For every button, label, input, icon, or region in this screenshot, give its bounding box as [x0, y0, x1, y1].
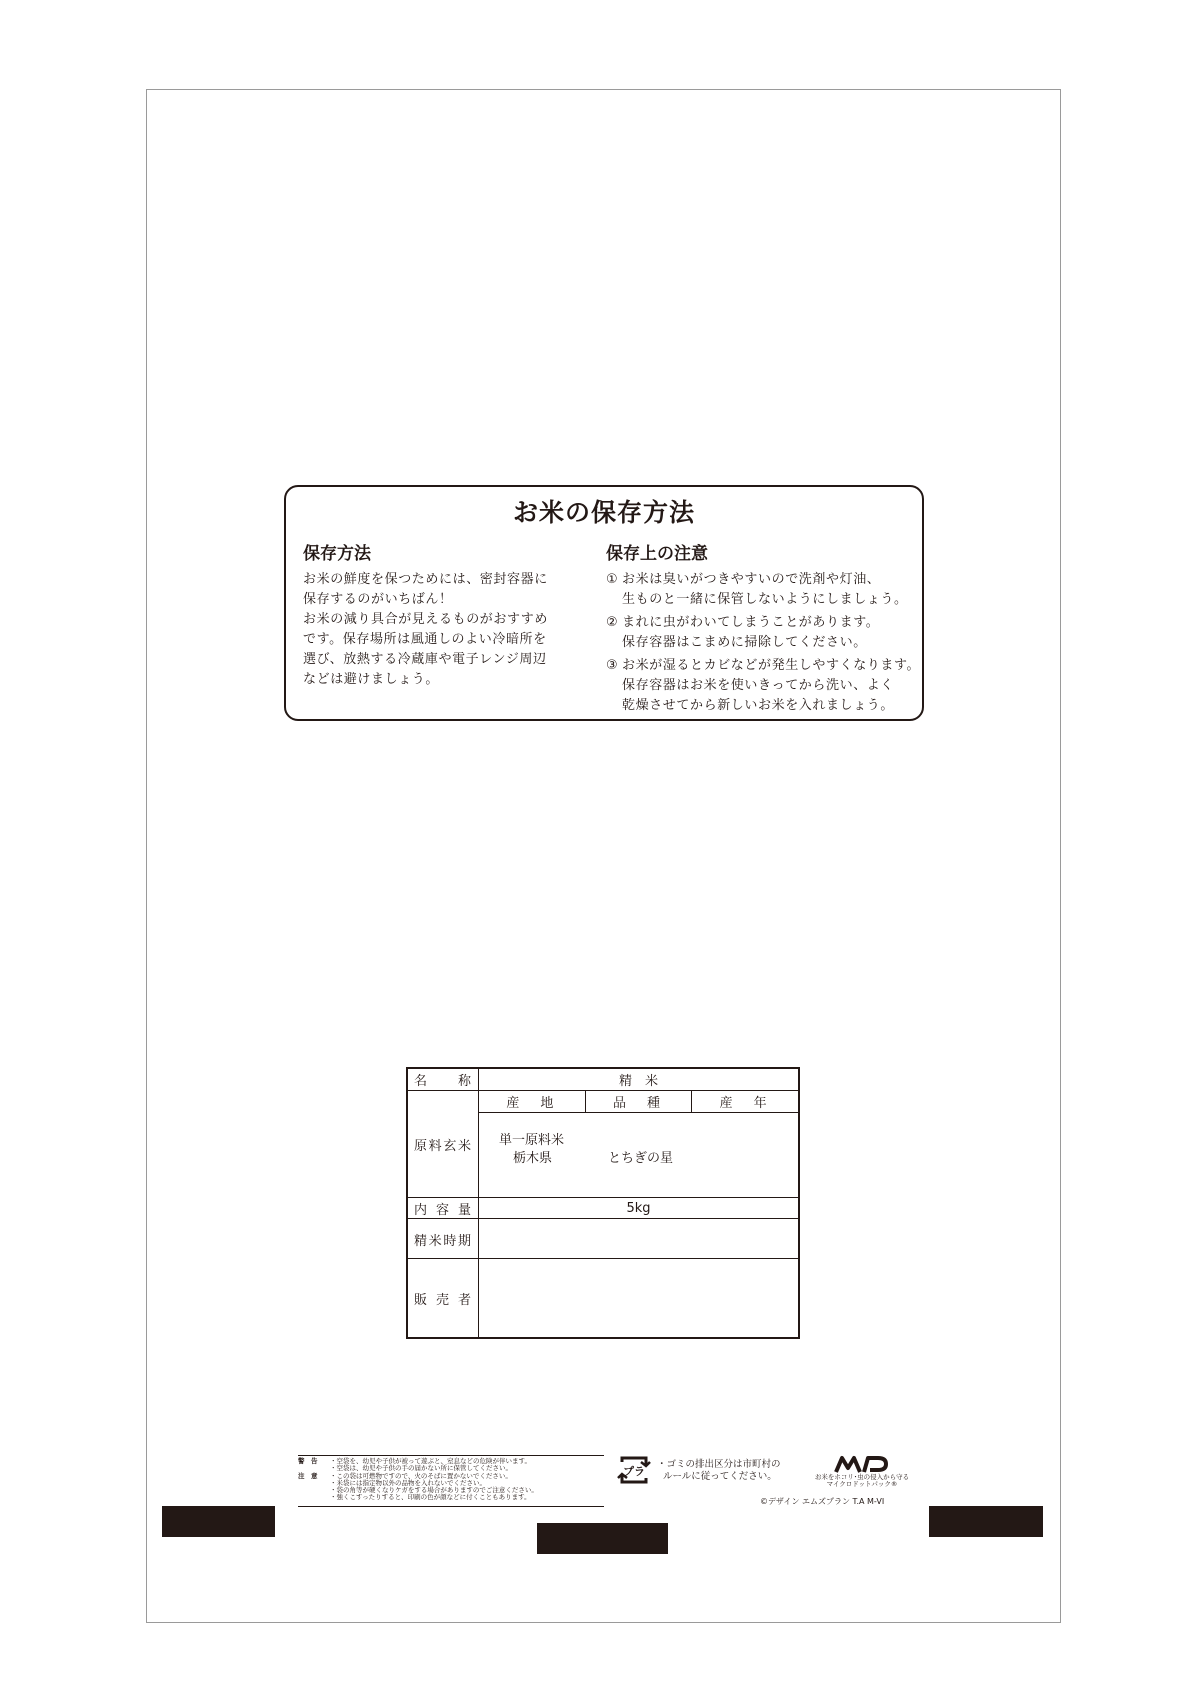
- raw-type: 単一原料米: [499, 1133, 565, 1148]
- storage-method-heading: 保存方法: [303, 544, 371, 564]
- year-header: 産 年: [719, 1096, 771, 1111]
- seller-value: [479, 1259, 798, 1338]
- caution-line: 生ものと一緒に保管しないようにしましょう。: [622, 592, 908, 607]
- milling-date-row: [408, 1218, 798, 1259]
- warning-row: 注 意 ・この袋は可燃物ですので、火のそばに置かないでください。: [298, 1471, 512, 1480]
- copyright-notice: ©デザイン エムズプラン T.A M-VI: [760, 1497, 885, 1506]
- recycle-note-line: ・ゴミの排出区分は市町村の: [657, 1459, 781, 1470]
- name-value: 精 米: [618, 1074, 658, 1089]
- variety-value: とちぎの星: [608, 1151, 674, 1166]
- storage-method-line: 保存するのがいちばん！: [303, 592, 453, 607]
- name-label: 名称: [408, 1069, 479, 1090]
- content-label: 内容量: [408, 1198, 479, 1219]
- origin-header: 産 地: [479, 1091, 586, 1112]
- warning-row: ・袋の角等が硬くなりケガをする場合がありますのでご注意ください。: [330, 1486, 538, 1495]
- rice-label-table: [406, 1067, 800, 1339]
- registration-bar-right: [929, 1506, 1043, 1537]
- storage-info-box: [284, 485, 924, 721]
- caution-item: [606, 656, 921, 716]
- plastic-recycle-icon: [617, 1453, 651, 1487]
- origin-value: 栃木県: [513, 1151, 553, 1166]
- caution-line: 保存容器はお米を使いきってから洗い、よく: [622, 678, 895, 693]
- variety-header: 品 種: [586, 1091, 693, 1112]
- recycle-note: [657, 1459, 781, 1483]
- caution-item: [606, 613, 918, 653]
- warning-row: ・強くこすったりすると、印刷の色が顔などに付くこともあります。: [330, 1493, 531, 1502]
- recycle-note-line: ルールに従ってください。: [663, 1471, 777, 1482]
- caution-number: ①: [606, 572, 618, 587]
- storage-title: お米の保存方法: [512, 498, 695, 527]
- seller-label: 販売者: [408, 1259, 479, 1338]
- microdot-pack-logo-icon: [834, 1454, 890, 1474]
- caution-line: お米が湿るとカビなどが発生しやすくなります。: [622, 658, 921, 673]
- recycle-mark-text: プラ: [623, 1465, 645, 1478]
- storage-method-line: などは避けましょう。: [303, 672, 440, 687]
- content-row: [408, 1197, 798, 1219]
- storage-caution-column: [606, 539, 921, 719]
- mp-caption-line: マイクロドットパック®: [826, 1480, 898, 1488]
- storage-method-line: 選び、放熱する冷蔵庫や電子レンジ周辺: [303, 652, 547, 667]
- storage-method-line: お米の減り具合が見えるものがおすすめ: [303, 612, 548, 627]
- seller-row: [408, 1258, 798, 1338]
- storage-caution-heading: 保存上の注意: [606, 544, 708, 564]
- caution-item: [606, 570, 918, 610]
- storage-method-column: [303, 539, 588, 690]
- raw-rice-label: 原料玄米: [408, 1091, 479, 1198]
- warning-row: ・空袋は、幼児や子供の手の届かない所に保管してください。: [330, 1464, 512, 1473]
- content-value: 5kg: [626, 1201, 651, 1216]
- caution-line: お米は臭いがつきやすいので洗剤や灯油、: [622, 572, 881, 587]
- warning-row: ・米袋には指定物以外の品物を入れないでください。: [330, 1478, 486, 1487]
- caution-line: 乾燥させてから新しいお米を入れましょう。: [622, 698, 895, 713]
- milling-date-value: [479, 1219, 798, 1259]
- raw-rice-row: [408, 1090, 798, 1198]
- caution-number: ③: [606, 658, 618, 673]
- bag-outline: [146, 89, 1061, 1623]
- mp-caption-line: お米をホコリ･虫の侵入から守る: [814, 1473, 910, 1481]
- milling-date-label: 精米時期: [408, 1219, 479, 1259]
- name-row: [408, 1069, 798, 1090]
- microdot-pack-caption: [812, 1474, 912, 1488]
- raw-rice-sub-header: [479, 1091, 798, 1113]
- storage-method-line: です。保存場所は風通しのよい冷暗所を: [303, 632, 547, 647]
- registration-bar-center: [537, 1523, 668, 1554]
- storage-method-line: お米の鮮度を保つためには、密封容器に: [303, 572, 548, 587]
- registration-bar-left: [162, 1506, 275, 1537]
- caution-line: まれに虫がわいてしまうことがあります。: [622, 615, 880, 630]
- caution-number: ②: [606, 615, 618, 630]
- warning-block: [298, 1455, 604, 1507]
- caution-line: 保存容器はこまめに掃除してください。: [622, 635, 867, 650]
- warning-row: 警 告 ・空袋を、幼児や子供が被って遊ぶと、窒息などの危険が伴います。: [298, 1457, 531, 1465]
